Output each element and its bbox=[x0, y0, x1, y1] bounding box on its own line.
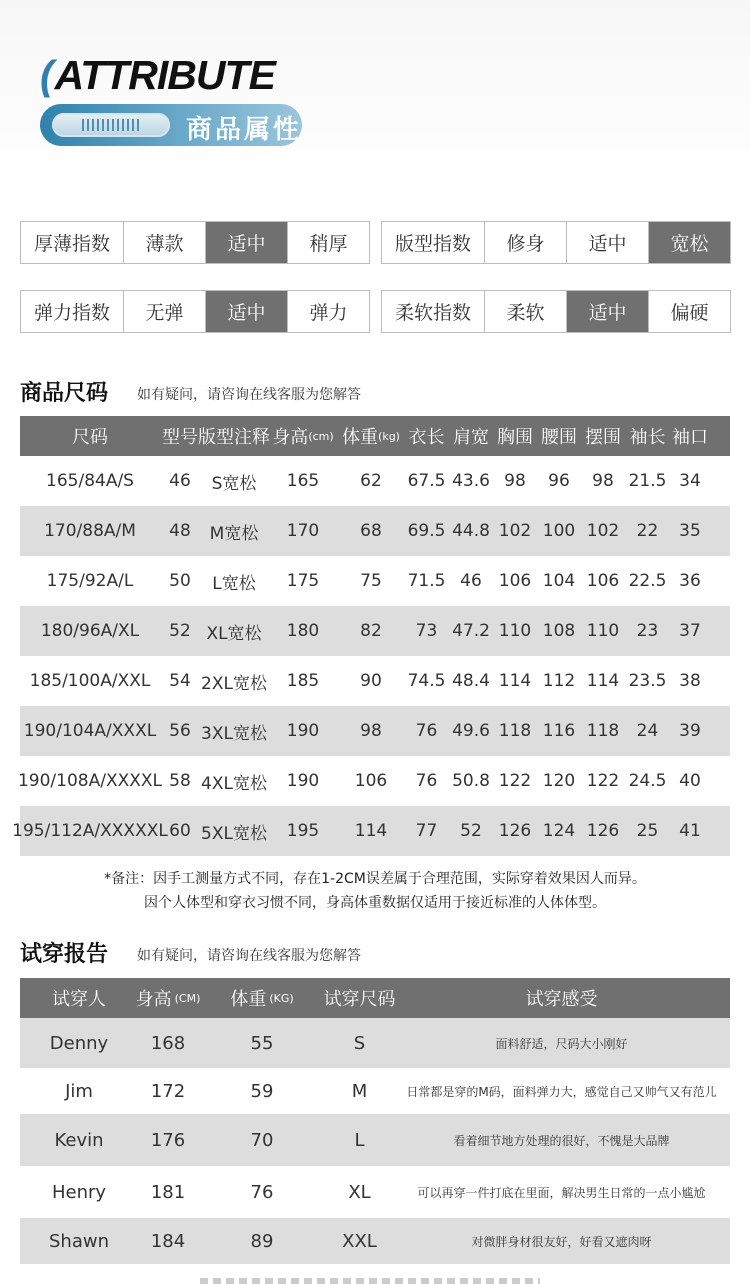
size-cell: L宽松 bbox=[212, 573, 256, 594]
size-cell: 48 bbox=[169, 521, 191, 541]
size-cell: 110 bbox=[498, 621, 532, 641]
attribute-box bbox=[20, 290, 370, 333]
brand-title bbox=[40, 52, 275, 99]
table-row bbox=[20, 1218, 730, 1264]
size-header-text: 肩宽 bbox=[453, 427, 489, 448]
table-row bbox=[20, 1166, 730, 1218]
table-row bbox=[20, 706, 730, 756]
fit-cell: Kevin bbox=[54, 1129, 104, 1151]
attribute-option: 柔软 bbox=[484, 291, 566, 332]
attribute-option: 适中 bbox=[566, 222, 648, 263]
size-cell: 98 bbox=[360, 721, 382, 741]
attribute-option-selected: 适中 bbox=[566, 291, 648, 332]
table-row bbox=[20, 556, 730, 606]
attribute-box bbox=[381, 221, 731, 264]
size-header-unit: (cm) bbox=[308, 429, 334, 443]
table-row bbox=[20, 1114, 730, 1166]
brand-paren: ( bbox=[40, 52, 53, 98]
size-header-cell bbox=[625, 416, 670, 456]
size-cell: 190 bbox=[286, 721, 320, 741]
fit-cell: 172 bbox=[150, 1080, 186, 1102]
size-cell: 190 bbox=[286, 771, 320, 791]
size-cell: 48.4 bbox=[452, 671, 490, 691]
fit-cell: L bbox=[354, 1129, 365, 1151]
fit-header-cell bbox=[323, 978, 396, 1018]
fit-cell: S bbox=[353, 1032, 366, 1054]
fit-header-text: 身高 bbox=[135, 989, 172, 1010]
size-header-cell bbox=[268, 416, 338, 456]
attribute-option-selected: 宽松 bbox=[648, 222, 730, 263]
size-cell: 114 bbox=[498, 671, 532, 691]
size-cell: 180/96A/XL bbox=[40, 621, 140, 641]
fit-feedback-cell: 面料舒适，尺码大小刚好 bbox=[495, 1036, 628, 1051]
fit-feedback-cell: 可以再穿一件打底在里面，解决男生日常的一点小尴尬 bbox=[417, 1185, 706, 1200]
size-cell: 98 bbox=[504, 471, 526, 491]
fit-table-header bbox=[20, 978, 730, 1018]
size-cell: 62 bbox=[360, 471, 382, 491]
size-cell: 108 bbox=[542, 621, 576, 641]
size-header-cell bbox=[160, 416, 200, 456]
table-row bbox=[20, 506, 730, 556]
size-cell: 75 bbox=[360, 571, 382, 591]
size-note-line1: *备注：因手工测量方式不同，存在1-2CM误差属于合理范围，实际穿着效果因人而异。 bbox=[104, 871, 646, 887]
size-cell: 47.2 bbox=[452, 621, 490, 641]
size-cell: 124 bbox=[542, 821, 576, 841]
size-cell: 52 bbox=[169, 621, 191, 641]
size-cell: 114 bbox=[354, 821, 388, 841]
size-cell: 96 bbox=[548, 471, 570, 491]
size-cell: 165/84A/S bbox=[46, 471, 134, 491]
size-cell: 24 bbox=[636, 721, 659, 741]
fit-header-text: 试穿人 bbox=[52, 989, 106, 1010]
pill-label: 商品属性 bbox=[186, 115, 303, 145]
fit-cell: M bbox=[351, 1080, 368, 1102]
fit-cell: XXL bbox=[342, 1230, 377, 1252]
size-cell: 118 bbox=[498, 721, 532, 741]
size-cell: 21.5 bbox=[628, 471, 667, 491]
size-header-text: 袖口 bbox=[672, 427, 708, 448]
size-cell: 23 bbox=[636, 621, 659, 641]
size-cell: 126 bbox=[586, 821, 620, 841]
fit-cell: 70 bbox=[250, 1129, 274, 1151]
table-row bbox=[20, 656, 730, 706]
fit-report-table bbox=[20, 978, 730, 1264]
size-cell: 100 bbox=[542, 521, 576, 541]
attribute-option: 薄款 bbox=[123, 222, 205, 263]
size-header-cell bbox=[449, 416, 493, 456]
size-cell: 3XL宽松 bbox=[201, 723, 267, 744]
size-cell: 40 bbox=[679, 771, 701, 791]
attribute-box bbox=[20, 221, 370, 264]
size-cell: 106 bbox=[498, 571, 532, 591]
size-cell: 50.8 bbox=[452, 771, 490, 791]
section-pill bbox=[40, 104, 302, 146]
fit-cell: 59 bbox=[250, 1080, 274, 1102]
fit-header-text: 体重 bbox=[230, 989, 267, 1010]
fit-header-cell bbox=[393, 978, 730, 1018]
fit-cell: 89 bbox=[250, 1230, 274, 1252]
size-cell: 175 bbox=[286, 571, 320, 591]
size-cell: 190/108A/XXXXL bbox=[17, 771, 163, 791]
size-cell: 90 bbox=[360, 671, 382, 691]
attribute-label: 版型指数 bbox=[394, 233, 471, 255]
size-header-text: 体重 bbox=[342, 427, 379, 448]
size-cell: 106 bbox=[586, 571, 620, 591]
size-cell: 41 bbox=[679, 821, 701, 841]
size-cell: 69.5 bbox=[407, 521, 446, 541]
fit-cell: Denny bbox=[49, 1032, 109, 1054]
size-cell: 102 bbox=[498, 521, 532, 541]
size-cell: 74.5 bbox=[407, 671, 446, 691]
table-row bbox=[17, 756, 730, 806]
fit-feedback-cell: 对微胖身材很友好，好看又遮肉呀 bbox=[471, 1234, 652, 1249]
size-cell: 112 bbox=[542, 671, 576, 691]
size-header-unit: (kg) bbox=[378, 429, 400, 443]
size-header-text: 袖长 bbox=[629, 427, 666, 448]
attribute-option: 稍厚 bbox=[287, 222, 369, 263]
brand-word: ATTRIBUTE bbox=[54, 52, 275, 98]
size-cell: 22 bbox=[636, 521, 659, 541]
size-cell: 122 bbox=[586, 771, 620, 791]
fit-header-unit: (CM) bbox=[174, 991, 201, 1005]
size-cell: 39 bbox=[679, 721, 701, 741]
fit-cell: 181 bbox=[150, 1181, 186, 1203]
size-table-body bbox=[12, 456, 730, 856]
size-cell: 190/104A/XXXL bbox=[23, 721, 157, 741]
size-cell: 82 bbox=[360, 621, 382, 641]
size-cell: 122 bbox=[498, 771, 532, 791]
size-cell: 49.6 bbox=[452, 721, 490, 741]
attribute-option: 偏硬 bbox=[648, 291, 730, 332]
size-cell: 35 bbox=[679, 521, 701, 541]
size-cell: 118 bbox=[586, 721, 620, 741]
size-header-cell bbox=[493, 416, 537, 456]
size-cell: 52 bbox=[460, 821, 482, 841]
size-header-text: 腰围 bbox=[541, 427, 577, 448]
table-row bbox=[20, 456, 730, 506]
size-cell: 76 bbox=[415, 721, 438, 741]
size-cell: 34 bbox=[679, 471, 701, 491]
size-header-cell bbox=[670, 416, 710, 456]
size-table bbox=[12, 416, 730, 856]
size-header-cell bbox=[338, 416, 404, 456]
size-cell: 77 bbox=[415, 821, 438, 841]
fit-cell: 184 bbox=[150, 1230, 186, 1252]
fit-cell: Henry bbox=[51, 1181, 107, 1203]
size-cell: 58 bbox=[169, 771, 191, 791]
size-cell: 24.5 bbox=[628, 771, 667, 791]
attribute-option: 修身 bbox=[484, 222, 566, 263]
size-cell: 36 bbox=[679, 571, 701, 591]
attribute-option: 弹力 bbox=[287, 291, 369, 332]
fit-cell: Shawn bbox=[49, 1230, 109, 1252]
size-cell: 195 bbox=[286, 821, 320, 841]
fit-feedback-cell: 日常都是穿的M码，面料弹力大，感觉自己又帅气又有范儿 bbox=[406, 1084, 717, 1099]
capsule-icon bbox=[52, 113, 170, 137]
size-cell: 37 bbox=[679, 621, 701, 641]
attribute-option-selected: 适中 bbox=[205, 222, 287, 263]
size-header-cell bbox=[581, 416, 625, 456]
size-cell: 5XL宽松 bbox=[201, 823, 267, 844]
size-header-text: 尺码 bbox=[72, 427, 108, 448]
size-cell: M宽松 bbox=[209, 523, 259, 544]
attribute-label: 厚薄指数 bbox=[33, 233, 110, 255]
fit-cell: XL bbox=[348, 1181, 371, 1203]
size-cell: 110 bbox=[586, 621, 620, 641]
attribute-header bbox=[0, 0, 750, 200]
fit-header-cell bbox=[135, 978, 201, 1018]
size-header-cell bbox=[404, 416, 449, 456]
attribute-option: 无弹 bbox=[123, 291, 205, 332]
size-cell: 25 bbox=[636, 821, 659, 841]
fit-cell: 76 bbox=[250, 1181, 274, 1203]
table-row bbox=[12, 806, 730, 856]
size-cell: 195/112A/XXXXXL bbox=[12, 821, 168, 841]
size-cell: 170 bbox=[286, 521, 320, 541]
size-cell: 44.8 bbox=[452, 521, 490, 541]
fit-section-subtitle: 如有疑问，请咨询在线客服为您解答 bbox=[137, 948, 361, 964]
size-cell: 67.5 bbox=[407, 471, 446, 491]
size-cell: 68 bbox=[360, 521, 382, 541]
fit-header-text: 试穿尺码 bbox=[323, 989, 396, 1010]
fit-header-unit: (KG) bbox=[269, 991, 294, 1005]
size-cell: 4XL宽松 bbox=[201, 773, 267, 794]
size-cell: S宽松 bbox=[211, 473, 257, 494]
size-section-subtitle: 如有疑问，请咨询在线客服为您解答 bbox=[137, 387, 361, 403]
size-header-cell bbox=[537, 416, 581, 456]
size-cell: 106 bbox=[354, 771, 388, 791]
size-cell: 104 bbox=[542, 571, 576, 591]
size-cell: 50 bbox=[169, 571, 191, 591]
fit-feedback-cell: 看着细节地方处理的很好，不愧是大品牌 bbox=[453, 1133, 670, 1148]
fit-header-text: 试穿感受 bbox=[525, 989, 598, 1010]
attribute-option-selected: 适中 bbox=[205, 291, 287, 332]
size-cell: 102 bbox=[586, 521, 620, 541]
cut-off-text bbox=[200, 1278, 540, 1284]
size-cell: 165 bbox=[286, 471, 320, 491]
size-header-text: 摆围 bbox=[585, 427, 621, 448]
size-cell: 56 bbox=[169, 721, 191, 741]
size-cell: 23.5 bbox=[628, 671, 667, 691]
size-header-text: 身高 bbox=[272, 427, 309, 448]
size-header-text: 版型注释 bbox=[198, 427, 270, 448]
attribute-box bbox=[381, 290, 731, 333]
attribute-label: 弹力指数 bbox=[33, 302, 110, 324]
size-note-line2: 因个人体型和穿衣习惯不同，身高体重数据仅适用于接近标准的人体体型。 bbox=[144, 895, 606, 911]
size-cell: 98 bbox=[592, 471, 614, 491]
size-cell: 116 bbox=[542, 721, 576, 741]
size-cell: XL宽松 bbox=[206, 623, 262, 644]
fit-section-title: 试穿报告 bbox=[20, 942, 109, 967]
size-cell: 2XL宽松 bbox=[201, 673, 267, 694]
size-cell: 54 bbox=[169, 671, 191, 691]
size-cell: 46 bbox=[460, 571, 482, 591]
size-cell: 22.5 bbox=[628, 571, 667, 591]
table-row bbox=[20, 1018, 730, 1068]
size-cell: 114 bbox=[586, 671, 620, 691]
size-header-text: 胸围 bbox=[497, 427, 533, 448]
size-header-cell bbox=[20, 416, 160, 456]
size-cell: 43.6 bbox=[452, 471, 490, 491]
size-cell: 73 bbox=[415, 621, 438, 641]
size-cell: 170/88A/M bbox=[44, 521, 136, 541]
size-cell: 175/92A/L bbox=[46, 571, 134, 591]
size-cell: 46 bbox=[169, 471, 191, 491]
size-header-text: 衣长 bbox=[408, 427, 445, 448]
fit-cell: 176 bbox=[150, 1129, 186, 1151]
attribute-label: 柔软指数 bbox=[394, 302, 471, 324]
size-cell: 60 bbox=[169, 821, 191, 841]
size-header-cell bbox=[200, 416, 268, 456]
size-header-text: 型号 bbox=[162, 427, 198, 448]
size-cell: 71.5 bbox=[407, 571, 446, 591]
table-row bbox=[20, 1068, 730, 1114]
size-cell: 120 bbox=[542, 771, 576, 791]
size-cell: 180 bbox=[286, 621, 320, 641]
size-table-header bbox=[20, 416, 730, 456]
size-cell: 185 bbox=[286, 671, 320, 691]
fit-cell: 168 bbox=[150, 1032, 186, 1054]
size-cell: 126 bbox=[498, 821, 532, 841]
table-row bbox=[20, 606, 730, 656]
fit-header-cell bbox=[198, 978, 326, 1018]
fit-cell: Jim bbox=[65, 1080, 93, 1102]
fit-cell: 55 bbox=[250, 1032, 274, 1054]
size-section-title: 商品尺码 bbox=[20, 381, 109, 406]
size-cell: 185/100A/XXL bbox=[29, 671, 151, 691]
fit-table-body bbox=[20, 1018, 730, 1264]
size-cell: 76 bbox=[415, 771, 438, 791]
size-cell: 38 bbox=[679, 671, 701, 691]
fit-header-cell bbox=[20, 978, 138, 1018]
